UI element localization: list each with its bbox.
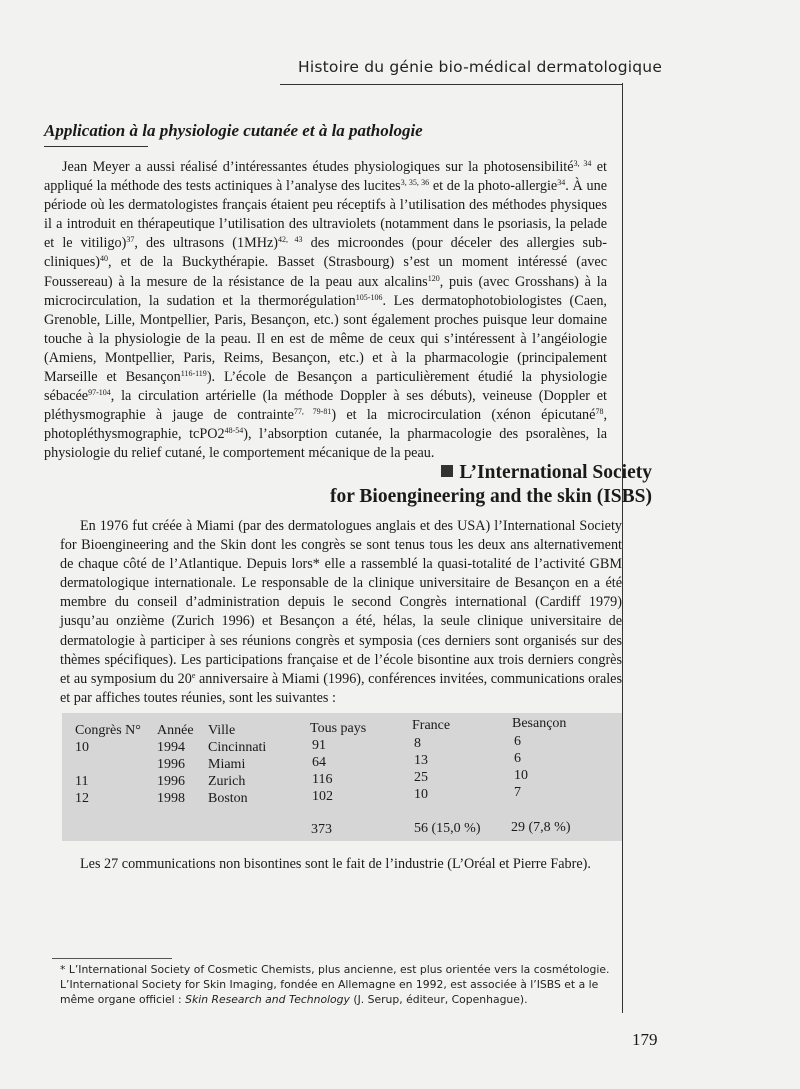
table-cell: 10 [514,768,528,783]
table-total-france: 56 (15,0 %) [414,821,481,836]
table-cell: 12 [75,791,89,806]
table-header-besancon: Besançon [512,716,567,731]
table-cell: 11 [75,774,89,789]
table-cell: 1998 [157,791,185,806]
table-cell: 10 [75,740,89,755]
table-cell: 91 [312,738,326,753]
table-cell: 1994 [157,740,185,755]
isbs-title-line1: L’International Society [459,462,652,483]
table-header-congres: Congrès N° [75,723,141,738]
paragraph-communications: Les 27 communications non bisontines sont le fait de l’industrie (L’Oréal et Pierre Fabre). [80,856,591,872]
table-cell: 13 [414,753,428,768]
table-header-annee: Année [157,723,194,738]
table-cell: Zurich [208,774,246,789]
table-cell: 8 [414,736,421,751]
table-cell: 10 [414,787,428,802]
header-rule [280,84,623,85]
table-cell: 116 [312,772,333,787]
section-title-underline [44,146,148,147]
running-header: Histoire du génie bio-médical dermatologique [298,58,663,76]
table-header-france: France [412,718,451,733]
table-total-tous-pays: 373 [311,822,332,837]
table-header-ville: Ville [208,723,236,738]
margin-rule [622,83,623,1013]
square-bullet-icon [441,465,453,477]
table-cell: 64 [312,755,326,770]
participation-table [62,713,622,841]
table-cell: 1996 [157,774,185,789]
section-title-isbs [240,461,652,509]
section-title-physiologie: Application à la physiologie cutanée et à la pathologie [44,121,423,140]
table-cell: 25 [414,770,428,785]
paragraph-physiologie: Jean Meyer a aussi réalisé d’intéressantes études physiologiques sur la photosensibilité$^{3, 34}$ et appliqué la méthode des tests actiniques à l’analyse des lucites$^{3, 35, 36}$ et de la photo-allergie$^{34}$. À une période où les dermatologistes français étaient peu réceptifs à l’utilisation des méthodes physiques il a introduit en thérapeutique l’utilisation des ultraviolets (notamment dans le psoriasis, la pelade et le vitiligo)$^{37}$, des ultrasons $(1MHz)^{42, 43}$ des microondes (pour déceler des allergies sub-cliniques)$^{40}$, et de la Buckythérapie. Basset (Strasbourg) s’est un moment intéressé (avec Foussereau) à la mesure de la résistance de la peau aux alcalins$^{120}$, puis (avec Grosshans) à la microcirculation, la sudation et la thermorégulation$^{105-106}$. Les dermatophotobiologistes (Caen, Grenoble, Lille, Montpellier, Paris, Besançon, etc.) sont également proches puisque leur domaine touche à la physiologie de la peau. Il en est de même de ceux qui s’intéressent à l’angéiologie (Amiens, Montpellier, Paris, Reims, Besançon, etc.) et à la pharmacologie (principalement Marseille et Besançon$^{116-119}$). L’école de Besançon a particulièrement étudié la physiologie sébacée$^{97-104}$, la circulation artérielle (la méthode Doppler à ses débuts), veineuse (Doppler et pléthysmographie à jauge de contrainte$^{77, 79-81}$) et la microcirculation (xénon épicutané$^{78}$, photopléthysmographie, tcPO2$^{48-54}$), l’absorption cutanée, la pharmacologie des psoralènes, la physiologie du relief cutané, le comportement mécanique de la peau. [44,159,608,462]
footnote-rule [52,958,172,959]
table-cell: 7 [514,785,521,800]
paragraph-isbs: En 1976 fut créée à Miami (par des dermatologues anglais et des USA) l’International Society for Bioengineering and the Skin dont les congrès se sont tenus tous les deux ans alternativement de chaque côté de l’Atlantique. Depuis lors* elle a rassemblé la quasi-totalité de l’activité GBM dermatologique internationale. Le responsable de la clinique universitaire de Besançon en a été membre du conseil d’administration depuis le second Congrès international (Cardiff 1979) jusqu’au onzième (Zurich 1996) et Besançon a été, hélas, la seule clinique universitaire de dermatologie à participer à ses réunions congrès et symposia (ces derniers sont organisés sur des thèmes spécifiques). Les participations française et de l’école bisontine aux trois derniers congrès et au symposium du 20e anniversaire à Miami (1996), conférences invitées, communications orales et par affiches toutes réunies, sont les suivantes : [60,518,623,706]
table-cell: 6 [514,734,521,749]
table-cell: 6 [514,751,521,766]
table-cell: 1996 [157,757,185,772]
table-cell: Cincinnati [208,740,267,755]
table-cell: Boston [208,791,248,806]
footnote: * L’International Society of Cosmetic Chemists, plus ancienne, est plus orientée vers la cosmétologie. L’International Society for Skin Imaging, fondée en Allemagne en 1992, est associée à l’ISBS et a le même organe officiel : Skin Research and Technology (J. Serup, éditeur, Copenhague). [60,963,610,1006]
table-total-besancon: 29 (7,8 %) [511,820,571,835]
page-number: 179 [632,1030,658,1049]
isbs-title-line2: for Bioengineering and the skin (ISBS) [330,486,652,507]
table-cell: 102 [312,789,333,804]
table-cell: Miami [208,757,246,772]
table-header-tous-pays: Tous pays [310,721,367,736]
